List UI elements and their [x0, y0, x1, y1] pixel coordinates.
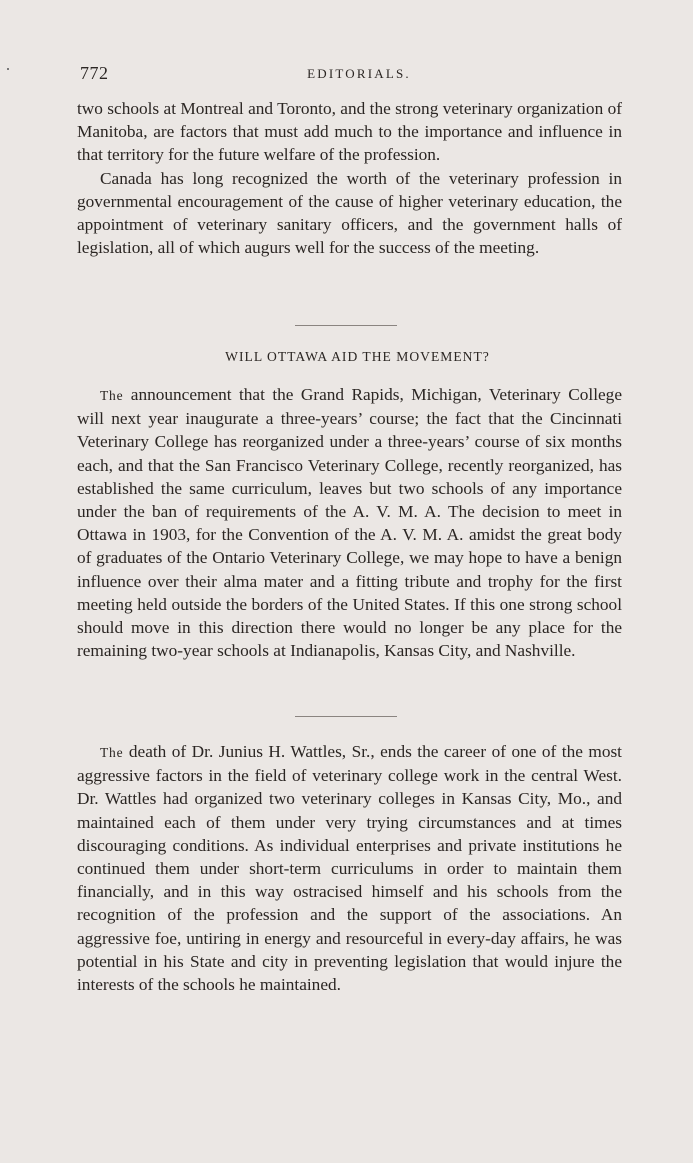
obituary-lead-word: The — [100, 745, 124, 760]
obituary-text: death of Dr. Junius H. Wattles, Sr., ends the career of one of the most aggressive factors in the field of veterinary college work in the central West. Dr. Wattles had organized two veterinary colleges in Kansas City, Mo., and maintained each of them under very trying circumstances and at times discouraging conditions. As individual enterprises and private institutions he continued them under short-term curriculums in order to maintain them financially, and in this way ostracised himself and his schools from the recognition of the profession and the support of the associations. An aggressive foe, untiring in energy and resourceful in every-day affairs, he was potential in his State and city in preventing legislation that would injure the interests of the schools he maintained. — [77, 742, 622, 995]
section-paragraph — [77, 383, 622, 662]
section-heading: WILL OTTAWA AID THE MOVEMENT? — [225, 349, 490, 364]
intro-paragraph-1: two schools at Montreal and Toronto, and the strong veterinary organization of Manitoba, are factors that must add much to the importance and influence in that territory for the future welfare of the profession. — [77, 99, 622, 165]
running-head: EDITORIALS. — [307, 66, 411, 81]
page-header — [80, 63, 622, 87]
page-speck — [7, 68, 9, 70]
obituary-divider — [295, 716, 397, 717]
obituary-paragraph — [77, 740, 622, 996]
intro-paragraph-2: Canada has long recognized the worth of the veterinary profession in governmental encouragement of the cause of higher veterinary education, the appointment of veterinary sanitary officers, and the government halls of legislation, all of which augurs well for the success of the meeting. — [77, 168, 622, 258]
section-body — [77, 383, 622, 662]
section-text: announcement that the Grand Rapids, Michigan, Veterinary College will next year inaugurate a three-years’ course; the fact that the Cincinnati Veterinary College has reorganized under a three-years’ course of six months each, and that the San Francisco Veterinary College, recently reorganized, has established the same curriculum, leaves but two schools of any importance under the ban of requirements of the A. V. M. A. The decision to meet in Ottawa in 1903, for the Convention of the A. V. M. A. amidst the great body of graduates of the Ontario Veterinary College, we may hope to have a benign influence over their alma mater and a fitting tribute and trophy for the first meeting held outside the borders of the United States. If this one strong school should move in this direction there would no longer be any place for the remaining two-year schools at Indianapolis, Kansas City, and Nashville. — [77, 385, 622, 661]
section-lead-word: The — [100, 388, 124, 403]
obituary-body — [77, 740, 622, 996]
intro-block — [77, 97, 622, 259]
section-divider — [295, 325, 397, 326]
page-number: 772 — [80, 63, 109, 83]
